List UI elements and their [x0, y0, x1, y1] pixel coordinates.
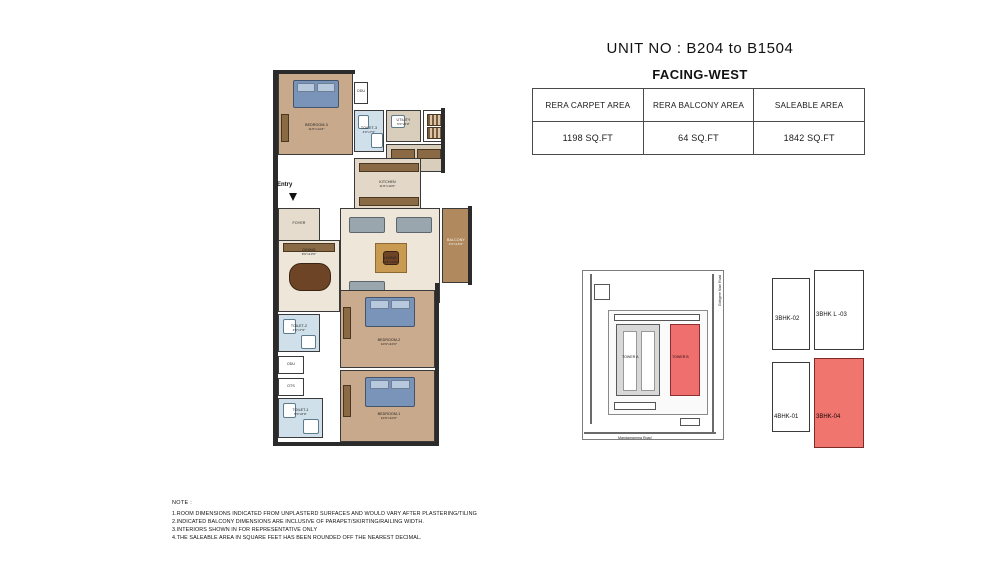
key-plan	[770, 270, 875, 460]
label-bedroom-1: BEDROOM-1 10'0"x10'0"	[377, 412, 401, 421]
room-toilet-2	[278, 314, 320, 352]
exterior-wall-right-lower	[435, 283, 439, 446]
label-ots: OTS	[287, 384, 295, 388]
key-block-3bhk-l-03	[814, 270, 864, 350]
label-odu-lower: ODU	[286, 362, 296, 366]
label-dining: DINING 9'6"x10'6"	[301, 248, 317, 257]
label-toilet-2: TOILET-2 4'6"x7'6"	[290, 324, 308, 333]
room-bedroom-3	[278, 73, 353, 155]
facing-title: FACING-WEST	[652, 67, 748, 82]
column-header-saleable-area: SALEABLE AREA	[754, 89, 865, 122]
key-label-3bhk-02: 3BHK-02	[775, 316, 800, 322]
label-road-bottom: Mandamamma Road	[618, 436, 652, 440]
area-table	[532, 88, 865, 155]
site-road-bottom	[584, 432, 716, 434]
tower-a-block	[616, 324, 660, 396]
label-toilet-3: TOILET-3 4'6"x7'6"	[360, 126, 378, 135]
label-living: LIVING 14'6"x13'0"	[382, 256, 399, 265]
cell-rera-carpet-area: 1198 SQ.FT	[533, 122, 644, 155]
site-gate-block	[594, 284, 610, 300]
label-road-right: Gottigere Main Road	[718, 274, 722, 306]
table-row	[533, 122, 865, 155]
site-amenity-block-bottom	[614, 402, 656, 410]
key-label-4bhk-01: 4BHK-01	[774, 414, 799, 420]
label-tower-a: TOWER A	[622, 355, 639, 359]
note-item-1: 1.ROOM DIMENSIONS INDICATED FROM UNPLASTERD SURFACES AND WOULD VARY AFTER PLASTERING/TILING	[172, 511, 477, 517]
notes-section	[172, 500, 792, 542]
exterior-wall-left	[273, 73, 278, 442]
key-label-3bhk-l-03: 3BHK L -03	[816, 312, 847, 318]
label-odu-top: ODU	[356, 89, 366, 93]
site-road-right	[712, 274, 714, 434]
cell-saleable-area: 1842 SQ.FT	[754, 122, 865, 155]
site-entry-block	[680, 418, 700, 426]
page-title: UNIT NO : B204 to B1504	[606, 40, 794, 57]
column-header-rera-carpet-area: RERA CARPET AREA	[533, 89, 644, 122]
room-bedroom-2	[340, 290, 435, 368]
room-bedroom-1	[340, 370, 435, 442]
exterior-wall-right-mid	[468, 206, 472, 285]
room-toilet-1	[278, 398, 323, 438]
label-tower-b: TOWER B	[672, 355, 689, 359]
room-shaft-upper	[423, 110, 443, 142]
entry-arrow-icon	[289, 193, 297, 201]
label-foyer: FOYER	[292, 221, 306, 225]
cell-rera-balcony-area: 64 SQ.FT	[643, 122, 754, 155]
label-toilet-1: TOILET-1 5'0"x8'0"	[292, 408, 309, 417]
key-label-3bhk-04: 3BHK-04	[816, 414, 841, 420]
key-block-4bhk-01	[772, 362, 810, 432]
exterior-wall-top	[273, 70, 355, 74]
note-item-4: 4.THE SALEABLE AREA IN SQUARE FEET HAS BEEN ROUNDED OFF THE NEAREST DECIMAL.	[172, 535, 422, 541]
exterior-wall-bottom	[273, 442, 437, 446]
label-bedroom-3: BEDROOM-3 11'0"x14'3"	[305, 123, 328, 132]
entry-label: Entry	[277, 182, 293, 188]
note-item-3: 3.INTERIORS SHOWN IN FOR REPRESENTATIVE ONLY	[172, 527, 318, 533]
table-header-row	[533, 89, 865, 122]
site-amenity-block-top	[614, 314, 700, 321]
site-plan	[578, 262, 728, 452]
label-bedroom-2: BEDROOM-2 10'0"x10'0"	[377, 338, 401, 347]
notes-title: NOTE :	[172, 500, 193, 506]
label-balcony: BALCONY 4'0"x16'0"	[447, 238, 465, 247]
notes-list	[172, 510, 792, 542]
unit-header	[530, 40, 870, 82]
key-block-3bhk-04	[814, 358, 864, 448]
key-block-3bhk-02	[772, 278, 810, 350]
floor-plan	[265, 68, 480, 448]
column-header-rera-balcony-area: RERA BALCONY AREA	[643, 89, 754, 122]
note-item-2: 2.INDICATED BALCONY DIMENSIONS ARE INCLUSIVE OF PARAPET/SKIRTING/RAILING WIDTH.	[172, 519, 424, 525]
exterior-wall-right-upper	[441, 108, 445, 173]
site-access-road	[590, 274, 592, 424]
tower-b-block	[670, 324, 700, 396]
label-kitchen: KITCHEN 11'0"x10'0"	[379, 180, 396, 189]
label-utility: UTILITY 5'0"x5'0"	[396, 118, 411, 127]
